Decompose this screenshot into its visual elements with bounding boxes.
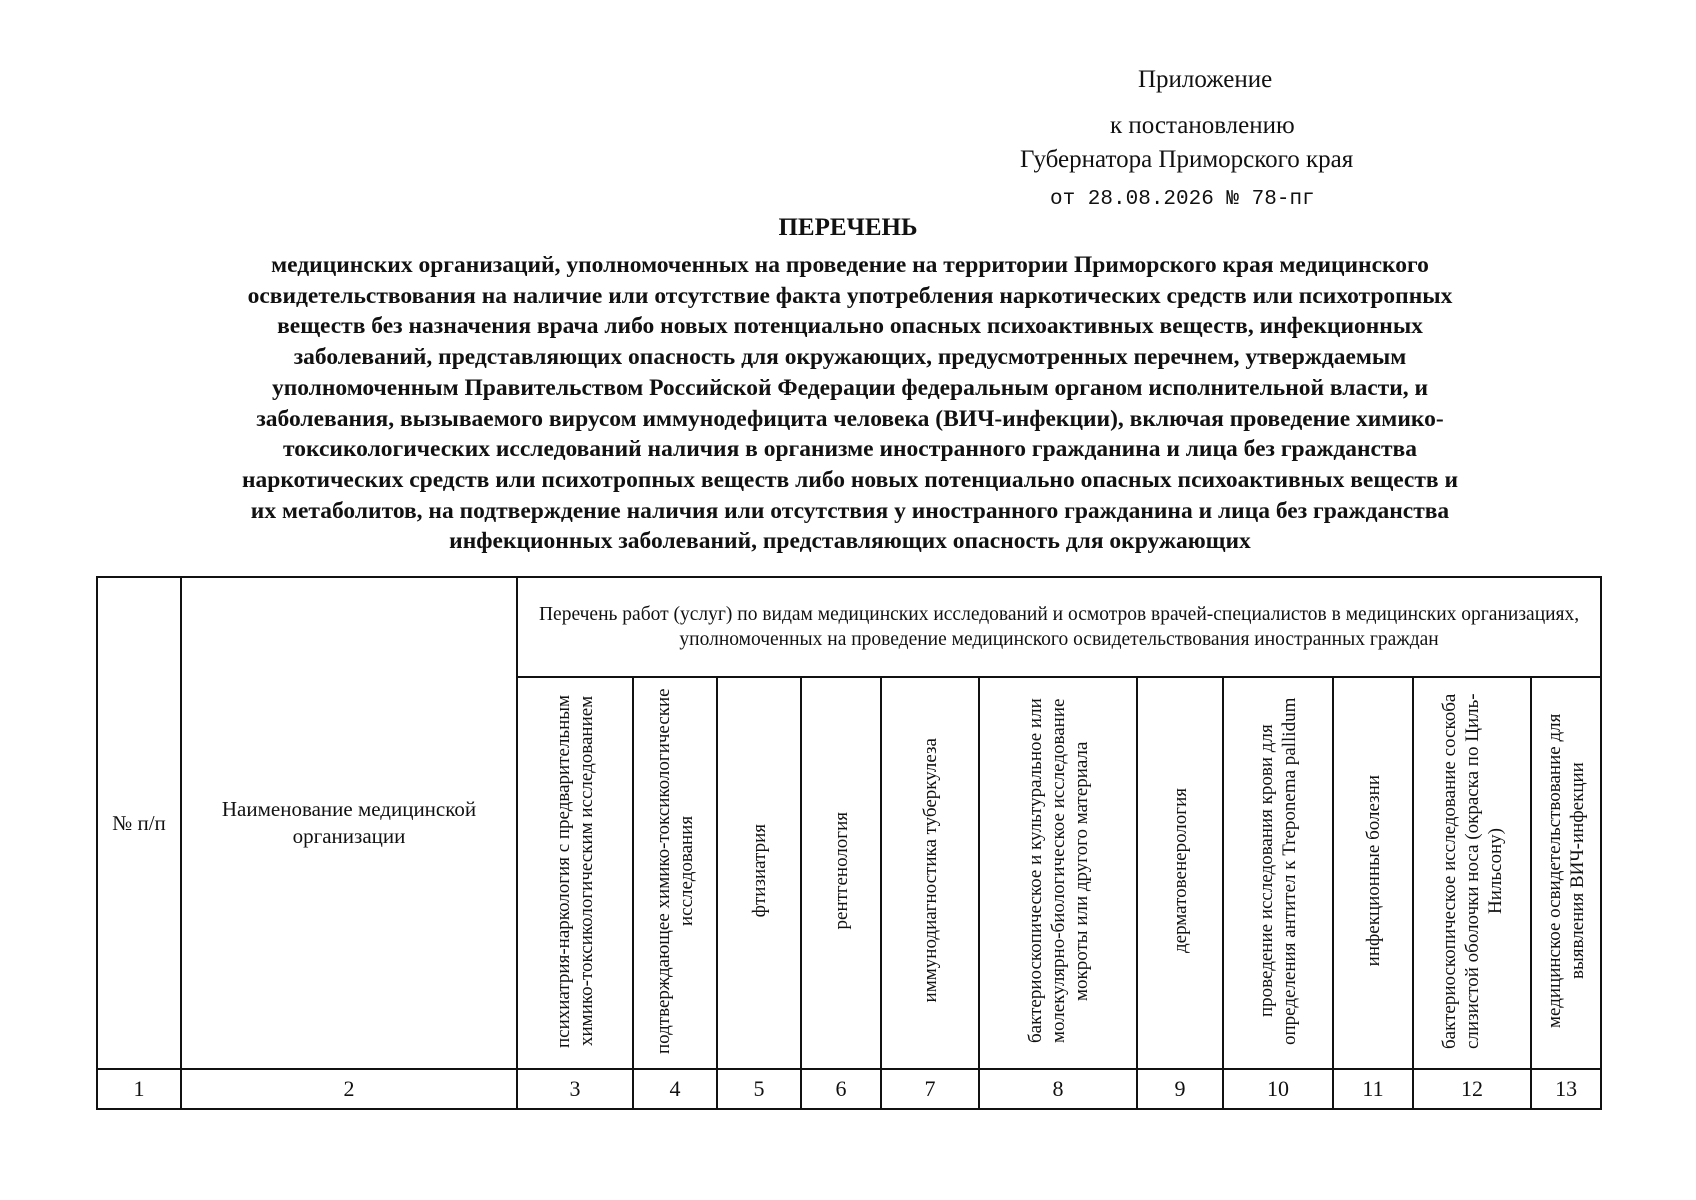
document-subtitle — [100, 250, 1600, 557]
column-header-phthisiology — [717, 677, 801, 1069]
column-number: 1 — [97, 1069, 181, 1109]
column-header-organization: Наименование медицинской организации — [181, 577, 517, 1069]
column-header-label: бактериоскопическое и культуральное или молекулярно-биологическое исследование мокроты или другого материала — [1024, 698, 1092, 1043]
column-number: 12 — [1413, 1069, 1531, 1109]
column-number: 10 — [1223, 1069, 1333, 1109]
column-header-label: дерматовенерология — [1169, 787, 1191, 954]
subtitle-line: уполномоченным Правительством Российской Федерации федеральным органом исполнительной власти, и — [271, 374, 1429, 401]
column-header-psychiatry — [517, 677, 633, 1069]
column-number: 11 — [1333, 1069, 1413, 1109]
column-header-hiv-exam — [1531, 677, 1601, 1069]
organizations-table — [96, 576, 1602, 1110]
subtitle-line: инфекционных заболеваний, представляющих опасность для окружающих — [449, 528, 1251, 555]
document-title: ПЕРЕЧЕНЬ — [778, 214, 918, 241]
column-header-label: инфекционные болезни — [1362, 774, 1384, 967]
column-header-label: медицинское освидетельствование для выявления ВИЧ-инфекции — [1544, 713, 1589, 1028]
subtitle-line: освидетельствования на наличие или отсутствие факта употребления наркотических средств или психотропных — [247, 282, 1453, 309]
column-header-label: рентгенология — [830, 811, 852, 930]
column-header-confirm-toxicology — [633, 677, 717, 1069]
column-group-header: Перечень работ (услуг) по видам медицинских исследований и осмотров врачей-специалистов в медицинских организациях, уполномоченных на проведение медицинского освидетельствования иностранных граждан — [517, 577, 1601, 677]
column-header-tb-immunodiagnostics — [881, 677, 979, 1069]
appendix-label: Приложение — [1138, 66, 1273, 93]
column-number: 6 — [801, 1069, 881, 1109]
subtitle-line: медицинских организаций, уполномоченных на проведение на территории Приморского края медицинского — [271, 252, 1429, 278]
column-header-number: № п/п — [97, 577, 181, 1069]
column-number: 7 — [881, 1069, 979, 1109]
column-header-label: иммунодиагностика туберкулеза — [919, 738, 941, 1003]
column-header-sputum-analysis — [979, 677, 1137, 1069]
column-header-nasal-smear — [1413, 677, 1531, 1069]
column-header-label: фтизиатрия — [748, 823, 770, 918]
column-number: 9 — [1137, 1069, 1223, 1109]
column-number: 13 — [1531, 1069, 1601, 1109]
header-row-group — [97, 577, 1601, 677]
subtitle-line: заболеваний, представляющих опасность для окружающих, предусмотренных перечнем, утверждаемым — [293, 344, 1407, 371]
column-number: 5 — [717, 1069, 801, 1109]
subtitle-line: заболевания, вызываемого вирусом иммунодефицита человека (ВИЧ-инфекции), включая проведение химико- — [256, 405, 1444, 432]
column-header-infectious-diseases — [1333, 677, 1413, 1069]
column-number: 2 — [181, 1069, 517, 1109]
column-number: 8 — [979, 1069, 1137, 1109]
column-number-row — [97, 1069, 1601, 1109]
column-header-label: бактериоскопическое исследование соскоба слизистой оболочки носа (окраска по Циль-Нильсону) — [1438, 692, 1506, 1049]
column-header-treponema-test — [1223, 677, 1333, 1069]
column-number: 4 — [633, 1069, 717, 1109]
column-number: 3 — [517, 1069, 633, 1109]
column-header-dermatovenerology — [1137, 677, 1223, 1069]
subtitle-line: их метаболитов, на подтверждение наличия или отсутствия у иностранного гражданина и лица без гражданства — [250, 497, 1450, 524]
subtitle-line: веществ без назначения врача либо новых потенциально опасных психоактивных веществ, инфекционных — [277, 313, 1423, 340]
subtitle-line: наркотических средств или психотропных веществ либо новых потенциально опасных психоактивных веществ и — [241, 466, 1459, 493]
appendix-resolution: к постановлению — [1110, 112, 1295, 139]
column-header-radiology — [801, 677, 881, 1069]
column-header-label: проведение исследования крови для определения антител к Treponema pallidum — [1256, 696, 1300, 1045]
column-header-label: подтверждающее химико-токсикологические исследования — [653, 687, 697, 1054]
column-header-label: психиатрия-наркология с предварительным химико-токсикологическим исследованием — [553, 693, 597, 1048]
subtitle-line: токсикологических исследований наличия в организме иностранного гражданина и лица без гражданства — [283, 436, 1417, 463]
appendix-date-number: от 28.08.2026 № 78-пг — [1050, 188, 1315, 211]
appendix-governor: Губернатора Приморского края — [1020, 146, 1354, 173]
